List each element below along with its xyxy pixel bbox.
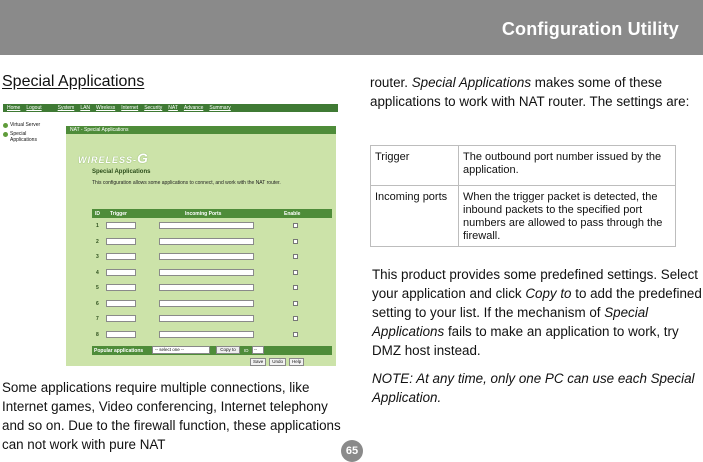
col-enable: Enable <box>284 211 301 217</box>
row-id: 5 <box>96 285 99 291</box>
action-buttons <box>250 358 304 366</box>
bullet-icon <box>3 132 8 137</box>
bullet-icon <box>3 123 8 128</box>
help-button[interactable]: Help <box>289 358 304 366</box>
trigger-input[interactable] <box>106 315 136 322</box>
col-trigger: Trigger <box>110 211 127 217</box>
sidebar-item-special-applications[interactable] <box>3 131 65 143</box>
predefined-paragraph <box>372 265 702 360</box>
copy-to-button[interactable]: Copy to <box>216 346 240 354</box>
enable-checkbox[interactable] <box>293 301 298 306</box>
application-select[interactable]: -- select one -- <box>152 346 210 354</box>
screenshot-main-panel <box>66 126 336 366</box>
row-id: 2 <box>96 238 99 245</box>
col-id: ID <box>95 211 100 217</box>
enable-checkbox[interactable] <box>293 285 298 290</box>
trigger-input[interactable] <box>106 331 136 338</box>
continuation-paragraph <box>370 73 700 111</box>
popular-label: Popular applications <box>94 348 144 354</box>
table-row <box>92 328 332 343</box>
enable-checkbox[interactable] <box>293 332 298 337</box>
term-special-applications: Special Applications <box>411 75 532 90</box>
sidebar-item-label: Virtual Server <box>10 122 41 128</box>
enable-checkbox[interactable] <box>293 316 298 321</box>
table-row <box>92 312 332 327</box>
text-c: fails to make an application to work, try DMZ host instead. <box>372 324 679 358</box>
table-row <box>371 186 676 247</box>
incoming-ports-input[interactable] <box>159 315 254 322</box>
table-row <box>92 266 332 281</box>
nav-security[interactable]: Security <box>144 105 163 111</box>
trigger-input[interactable] <box>106 284 136 291</box>
trigger-input[interactable] <box>106 269 136 276</box>
id-select[interactable]: -- <box>252 346 264 354</box>
nav-nat[interactable]: NAT <box>168 105 178 111</box>
row-id: 3 <box>96 254 99 260</box>
enable-checkbox[interactable] <box>293 254 298 259</box>
row-id: 1 <box>96 223 99 229</box>
setting-description: The outbound port number issued by the application. <box>459 146 676 186</box>
nav-summary[interactable]: Summary <box>209 105 231 111</box>
save-button[interactable]: Save <box>250 358 266 366</box>
text-a: This product provides some predefined settings. Select your application and click <box>372 267 699 301</box>
trigger-input[interactable] <box>106 300 136 307</box>
page-header-title: Configuration Utility <box>501 19 679 39</box>
text-b: to add the predefined setting to your list. If the mechanism of <box>372 286 702 320</box>
enable-checkbox[interactable] <box>293 223 298 228</box>
table-row <box>371 146 676 186</box>
enable-checkbox[interactable] <box>293 239 298 244</box>
logo-g: G <box>137 150 149 166</box>
trigger-input[interactable] <box>106 238 136 245</box>
table-header <box>92 209 332 218</box>
intro-paragraph: Some applications require multiple connections, like Internet games, Video conferencing, Internet telephony and so on. Due to the firewall function, these applications can not work with pure NAT <box>2 380 341 452</box>
popular-applications-row <box>92 346 332 355</box>
screenshot-nav <box>3 104 338 112</box>
incoming-ports-input[interactable] <box>159 222 254 229</box>
sidebar-item-virtual-server[interactable] <box>3 122 65 128</box>
table-row <box>92 297 332 312</box>
trigger-input[interactable] <box>106 253 136 260</box>
table-row <box>92 250 332 265</box>
incoming-ports-input[interactable] <box>159 331 254 338</box>
panel-heading: Special Applications <box>92 169 151 175</box>
incoming-ports-input[interactable] <box>159 269 254 276</box>
logo-text: WIRELESS- <box>78 155 138 165</box>
screenshot-sidebar <box>3 122 65 146</box>
wireless-g-logo <box>78 150 149 166</box>
settings-table <box>370 145 676 247</box>
table-row <box>92 219 332 234</box>
id-label: ID <box>244 348 249 353</box>
nav-internet[interactable]: Internet <box>121 105 139 111</box>
setting-name: Incoming ports <box>371 186 459 247</box>
term-special-applications: Special Applications <box>372 305 649 339</box>
nav-logout[interactable]: Logout <box>26 105 42 111</box>
table-row <box>92 281 332 296</box>
text-rest: makes some of these applications to work with NAT router. The settings are: <box>370 75 690 109</box>
incoming-ports-input[interactable] <box>159 253 254 260</box>
setting-description: When the trigger packet is detected, the inbound packets to the specified port numbers are allowed to pass through the firewall. <box>459 186 676 247</box>
panel-header: NAT - Special Applications <box>66 126 336 134</box>
nav-wireless[interactable]: Wireless <box>96 105 116 111</box>
panel-description: This configuration allows some applications to connect, and work with the NAT router. <box>92 180 281 186</box>
note-paragraph: NOTE: At any time, only one PC can use each Special Application. <box>372 371 695 405</box>
incoming-ports-input[interactable] <box>159 284 254 291</box>
row-id: 4 <box>96 269 99 276</box>
row-id: 8 <box>96 331 99 338</box>
incoming-ports-input[interactable] <box>159 238 254 245</box>
term-copy-to: Copy to <box>525 286 572 301</box>
nav-lan[interactable]: LAN <box>80 105 91 111</box>
setting-name: Trigger <box>371 146 459 186</box>
page-number: 65 <box>341 440 363 462</box>
router-screenshot <box>3 104 338 366</box>
enable-checkbox[interactable] <box>293 270 298 275</box>
row-id: 6 <box>96 300 99 307</box>
section-title: Special Applications <box>2 73 145 90</box>
undo-button[interactable]: Undo <box>269 358 286 366</box>
nav-system[interactable]: System <box>57 105 75 111</box>
nav-home[interactable]: Home <box>7 105 21 111</box>
col-incoming-ports: Incoming Ports <box>185 211 222 217</box>
nav-advance[interactable]: Advance <box>183 105 204 111</box>
row-id: 7 <box>96 316 99 322</box>
incoming-ports-input[interactable] <box>159 300 254 307</box>
text-router: router. <box>370 75 412 90</box>
trigger-input[interactable] <box>106 222 136 229</box>
table-row <box>92 235 332 250</box>
sidebar-item-label: Special Applications <box>10 131 37 143</box>
